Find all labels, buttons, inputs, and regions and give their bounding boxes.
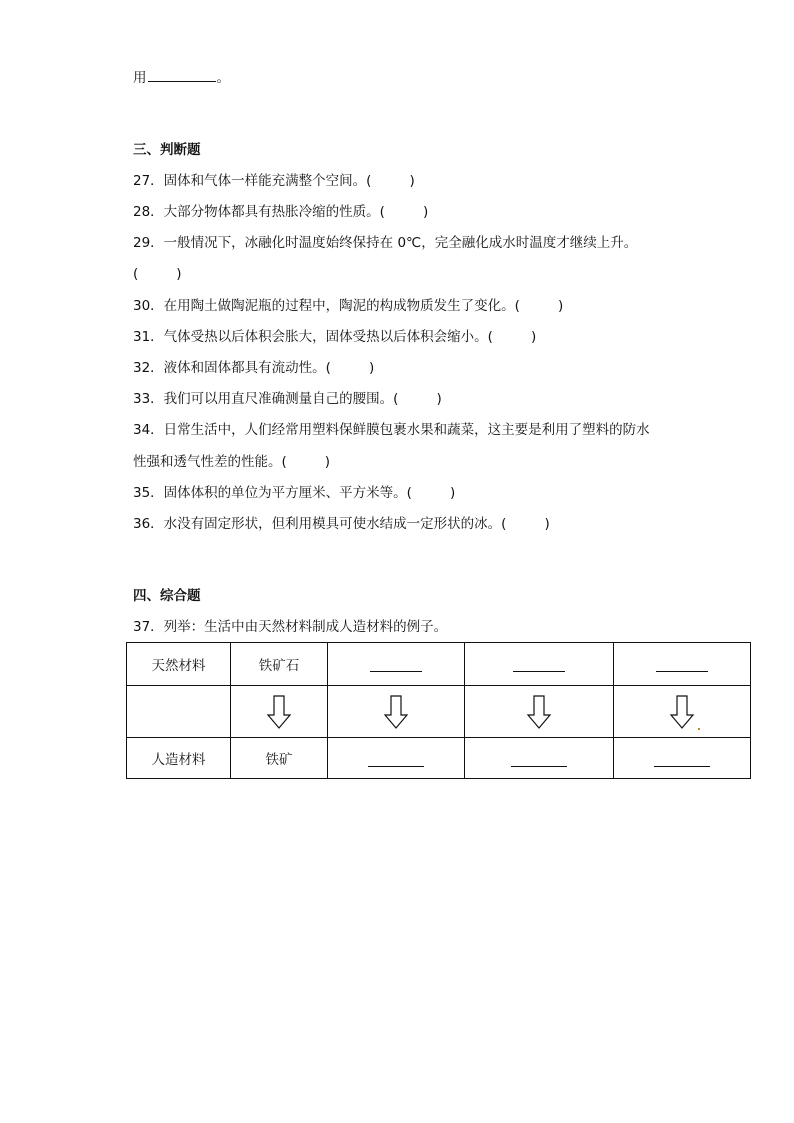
- down-arrow-icon: [383, 695, 409, 729]
- natural-blank-cell[interactable]: [465, 643, 614, 686]
- section-heading-comprehensive: 四、综合题: [133, 588, 201, 604]
- stray-mark: [698, 728, 700, 730]
- question-34-continued: 性强和透气性差的性能。( ): [133, 454, 331, 470]
- question-37: 37．列举：生活中由天然材料制成人造材料的例子。: [133, 619, 448, 635]
- artificial-material-label: 人造材料: [127, 738, 231, 779]
- empty-cell: [127, 686, 231, 738]
- answer-blank[interactable]: [148, 67, 216, 82]
- arrow-cell: [614, 686, 751, 738]
- question-33: 33．我们可以用直尺准确测量自己的腰围。( ): [133, 391, 442, 407]
- fragment-suffix: 。: [216, 70, 230, 86]
- artificial-material-example: 铁矿: [231, 738, 328, 779]
- artificial-blank-cell[interactable]: [614, 738, 751, 779]
- question-30: 30．在用陶土做陶泥瓶的过程中，陶泥的构成物质发生了变化。( ): [133, 298, 564, 314]
- question-31: 31．气体受热以后体积会胀大，固体受热以后体积会缩小。( ): [133, 329, 537, 345]
- arrow-cell: [465, 686, 614, 738]
- natural-material-label: 天然材料: [127, 643, 231, 686]
- down-arrow-icon: [526, 695, 552, 729]
- fragment-prefix: 用: [133, 70, 147, 86]
- question-35: 35．固体体积的单位为平方厘米、平方米等。( ): [133, 485, 456, 501]
- top-fragment: [133, 67, 230, 87]
- artificial-blank-cell[interactable]: [465, 738, 614, 779]
- arrow-cell: [231, 686, 328, 738]
- question-34: 34．日常生活中，人们经常用塑料保鲜膜包裹水果和蔬菜，这主要是利用了塑料的防水: [133, 422, 650, 438]
- question-32: 32．液体和固体都具有流动性。( ): [133, 360, 375, 376]
- arrow-cell: [328, 686, 465, 738]
- table-row-arrows: [127, 686, 751, 738]
- natural-blank-cell[interactable]: [328, 643, 465, 686]
- natural-material-example: 铁矿石: [231, 643, 328, 686]
- down-arrow-icon: [669, 695, 695, 729]
- table-row-artificial: [127, 738, 751, 779]
- table-row-natural: [127, 643, 751, 686]
- materials-table: [126, 642, 751, 779]
- question-29: 29．一般情况下，冰融化时温度始终保持在 0℃，完全融化成水时温度才继续上升。: [133, 235, 638, 251]
- artificial-blank-cell[interactable]: [328, 738, 465, 779]
- question-29-continued: ( ): [133, 266, 182, 282]
- question-36: 36．水没有固定形状，但利用模具可使水结成一定形状的冰。( ): [133, 516, 550, 532]
- question-28: 28．大部分物体都具有热胀冷缩的性质。( ): [133, 204, 429, 220]
- section-heading-judgment: 三、判断题: [133, 142, 201, 158]
- natural-blank-cell[interactable]: [614, 643, 751, 686]
- question-27: 27．固体和气体一样能充满整个空间。( ): [133, 173, 415, 189]
- down-arrow-icon: [266, 695, 292, 729]
